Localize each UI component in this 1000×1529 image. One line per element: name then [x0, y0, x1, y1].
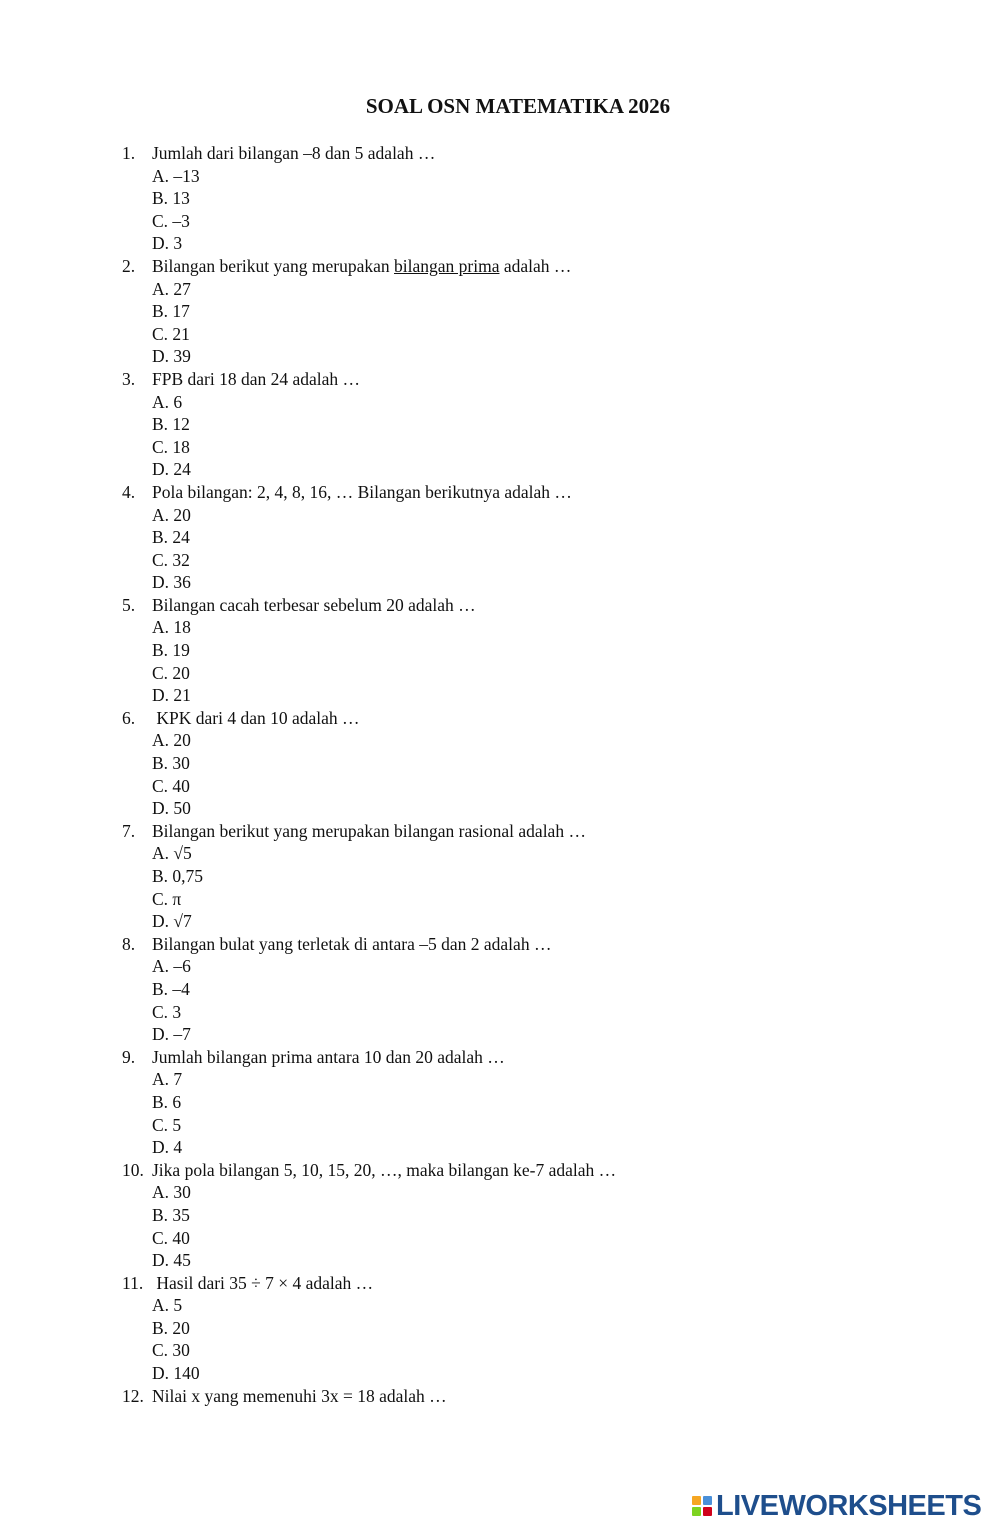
answer-option[interactable]: D. 21	[152, 685, 191, 706]
answer-option[interactable]: B. 0,75	[152, 866, 204, 886]
answer-option[interactable]: A. 27	[152, 278, 191, 299]
question-item	[122, 1159, 922, 1272]
answer-option[interactable]: A. –13	[152, 165, 200, 186]
question-text-part: Nilai x yang memenuhi 3x = 18 adalah …	[152, 1385, 447, 1406]
question-stem	[122, 933, 922, 956]
question-number: 8.	[122, 933, 136, 954]
question-text	[152, 1159, 616, 1182]
answer-option[interactable]: B. 17	[152, 301, 190, 322]
question-item	[122, 820, 922, 933]
answer-option[interactable]: B. 6	[152, 1091, 182, 1112]
question-item	[122, 255, 922, 368]
answer-option[interactable]: C. 32	[152, 549, 190, 570]
question-item	[122, 933, 922, 1046]
logo-square	[692, 1496, 701, 1505]
question-text	[152, 707, 360, 730]
answer-option[interactable]: D. 45	[152, 1250, 191, 1271]
question-item	[122, 1385, 922, 1408]
question-text-part: Hasil dari 35 ÷ 7 × 4 adalah …	[152, 1272, 374, 1293]
question-text	[152, 1046, 505, 1069]
question-stem	[122, 594, 922, 617]
question-text-part: Jumlah dari bilangan –8 dan 5 adalah …	[152, 143, 436, 163]
question-item	[122, 1046, 922, 1159]
liveworksheets-logo[interactable]	[692, 1490, 981, 1522]
question-text	[152, 1272, 373, 1295]
answer-option[interactable]: D. 50	[152, 798, 191, 819]
question-number: 2.	[122, 255, 136, 276]
question-stem	[122, 142, 922, 165]
answer-option[interactable]: C. 40	[152, 775, 190, 796]
question-number: 4.	[122, 481, 136, 502]
question-number: 6.	[122, 707, 136, 728]
answer-option[interactable]: C. –3	[152, 210, 190, 231]
question-item	[122, 481, 922, 594]
answer-option[interactable]: B. 24	[152, 527, 190, 548]
answer-option[interactable]: B. 19	[152, 640, 190, 661]
question-text	[152, 820, 586, 843]
question-text	[152, 1385, 447, 1408]
question-stem	[122, 1159, 922, 1182]
answer-option[interactable]: B. 20	[152, 1317, 190, 1338]
question-text-part: FPB dari 18 dan 24 adalah …	[152, 368, 361, 389]
question-stem	[122, 820, 922, 843]
question-text-part: adalah …	[499, 255, 572, 276]
question-text-part: Jika pola bilangan 5, 10, 15, 20, …, maka bilangan ke-7 adalah …	[152, 1159, 617, 1180]
question-item	[122, 368, 922, 481]
question-number: 11.	[122, 1272, 144, 1293]
question-stem	[122, 1272, 922, 1295]
answer-option[interactable]: B. 13	[152, 188, 190, 209]
question-text	[152, 142, 435, 165]
question-number: 3.	[122, 368, 136, 389]
question-text-part: Bilangan berikut yang merupakan	[152, 255, 395, 276]
logo-grid-icon	[692, 1496, 712, 1516]
answer-option[interactable]: D. 3	[152, 233, 183, 254]
answer-option[interactable]: B. –4	[152, 978, 190, 999]
answer-option[interactable]: C. 3	[152, 1001, 182, 1022]
answer-option[interactable]: A. 20	[152, 504, 191, 525]
answer-option[interactable]: B. 30	[152, 753, 190, 774]
logo-square	[703, 1507, 712, 1516]
answer-option[interactable]: D. 24	[152, 459, 191, 480]
question-text-part: Bilangan cacah terbesar sebelum 20 adalah …	[152, 594, 476, 615]
logo-text: LIVEWORKSHEETS	[716, 1489, 982, 1522]
answer-option[interactable]: C. 20	[152, 662, 190, 683]
question-number: 10.	[122, 1159, 144, 1180]
question-number: 12.	[122, 1385, 144, 1406]
answer-option[interactable]: B. 12	[152, 414, 190, 435]
question-item	[122, 142, 922, 255]
answer-option[interactable]: A. 6	[152, 391, 183, 412]
logo-square	[703, 1496, 712, 1505]
question-stem	[122, 1046, 922, 1069]
question-stem	[122, 368, 922, 391]
question-item	[122, 1272, 922, 1385]
answer-option[interactable]: A. 20	[152, 730, 191, 751]
answer-option[interactable]: D. 36	[152, 572, 191, 593]
answer-option[interactable]: C. 5	[152, 1114, 182, 1135]
answer-option[interactable]: C. 40	[152, 1227, 190, 1248]
question-stem	[122, 1385, 922, 1408]
answer-option[interactable]: C. π	[152, 888, 182, 909]
answer-option[interactable]: C. 30	[152, 1340, 190, 1361]
question-item	[122, 707, 922, 820]
question-stem	[122, 255, 922, 278]
answer-option[interactable]: D. 140	[152, 1363, 200, 1384]
question-text	[152, 933, 551, 956]
question-stem	[122, 481, 922, 504]
question-text-part: Bilangan bulat yang terletak di antara –5 dan 2 adalah …	[152, 933, 552, 954]
question-number: 1.	[122, 143, 136, 163]
underlined-term: bilangan prima	[394, 255, 500, 276]
answer-option[interactable]: D. 39	[152, 346, 191, 367]
answer-option[interactable]: A. 5	[152, 1295, 183, 1316]
question-list	[122, 142, 922, 1407]
question-text	[152, 594, 476, 617]
answer-option[interactable]: A. 18	[152, 617, 191, 638]
question-number: 7.	[122, 820, 136, 841]
question-text-part: Bilangan berikut yang merupakan bilangan rasional adalah …	[152, 820, 586, 841]
question-stem	[122, 707, 922, 730]
question-text	[152, 368, 360, 391]
answer-option[interactable]: C. 18	[152, 436, 190, 457]
question-text	[152, 481, 572, 504]
question-text-part: KPK dari 4 dan 10 adalah …	[152, 707, 360, 728]
answer-option[interactable]: D. √7	[152, 911, 192, 932]
answer-option[interactable]: A. 7	[152, 1069, 183, 1090]
page-title: SOAL OSN MATEMATIKA 2026	[365, 94, 671, 118]
question-text-part: Jumlah bilangan prima antara 10 dan 20 adalah …	[152, 1046, 505, 1067]
answer-option[interactable]: A. 30	[152, 1182, 191, 1203]
answer-option[interactable]: B. 35	[152, 1204, 190, 1225]
question-number: 9.	[122, 1046, 136, 1067]
answer-option[interactable]: A. –6	[152, 956, 191, 977]
answer-option[interactable]: A. √5	[152, 843, 192, 864]
question-number: 5.	[122, 594, 136, 615]
answer-option[interactable]: C. 21	[152, 323, 190, 344]
question-text	[152, 255, 571, 278]
question-item	[122, 594, 922, 707]
logo-square	[692, 1507, 701, 1516]
answer-option[interactable]: D. –7	[152, 1024, 191, 1045]
question-text-part: Pola bilangan: 2, 4, 8, 16, … Bilangan berikutnya adalah …	[152, 481, 572, 502]
answer-option[interactable]: D. 4	[152, 1137, 183, 1158]
